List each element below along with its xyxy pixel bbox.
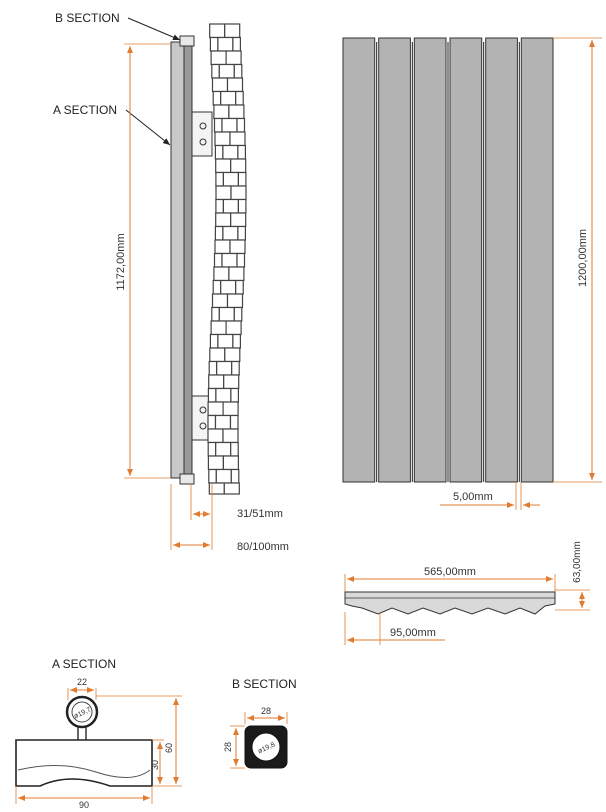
- brick: [216, 470, 231, 484]
- pipe-width-dimension: 22: [76, 677, 88, 687]
- brick: [237, 254, 245, 268]
- a-section-neck: [78, 727, 86, 740]
- brick: [238, 146, 246, 160]
- bottom-cap: [180, 474, 194, 484]
- column-width-dimension: 95,00mm: [390, 627, 436, 639]
- radiator-column: [450, 38, 482, 482]
- brick: [214, 105, 229, 119]
- a-section-pipe-diameter: ø19,7: [73, 706, 93, 721]
- brick: [208, 402, 223, 416]
- brick: [238, 200, 246, 214]
- side-height-dimension: 1172,00mm: [115, 233, 127, 291]
- brick: [236, 92, 244, 106]
- brick: [231, 416, 239, 430]
- brick: [231, 470, 239, 484]
- b-section-detail: [223, 677, 297, 768]
- brick: [222, 254, 237, 268]
- a-section-title: A SECTION: [52, 657, 117, 671]
- brick: [213, 78, 228, 92]
- radiator-column: [379, 38, 411, 482]
- b-width-dimension: 28: [260, 706, 272, 716]
- brick: [216, 173, 224, 187]
- brick: [232, 362, 240, 376]
- brick: [208, 456, 223, 470]
- brick: [208, 429, 223, 443]
- a-height-inner-dimension: 30: [150, 759, 160, 771]
- brick: [208, 416, 216, 430]
- b-section-callout-arrow: [128, 18, 180, 40]
- brick: [213, 281, 221, 295]
- brick: [231, 213, 246, 227]
- brick: [214, 267, 229, 281]
- brick: [216, 186, 231, 200]
- brick: [238, 227, 246, 241]
- brick: [233, 335, 241, 349]
- radiator-column: [343, 38, 375, 482]
- side-view: [53, 11, 289, 553]
- brick: [226, 321, 241, 335]
- radiator-column: [521, 38, 553, 482]
- brick: [210, 335, 218, 349]
- brick: [229, 105, 244, 119]
- brick: [209, 362, 217, 376]
- brick: [224, 483, 239, 494]
- brick: [216, 443, 231, 457]
- upper-wall-bracket: [192, 112, 212, 156]
- radiator-side-profile: [171, 42, 184, 478]
- brick: [223, 227, 238, 241]
- brick: [236, 281, 244, 295]
- brick: [223, 402, 238, 416]
- brick: [219, 308, 234, 322]
- brick: [222, 119, 237, 133]
- brick: [217, 362, 232, 376]
- a-section-callout-arrow: [126, 110, 170, 145]
- brick: [215, 132, 230, 146]
- brick: [215, 254, 223, 268]
- brick: [215, 240, 230, 254]
- brick-wall: [208, 24, 246, 494]
- wall-gap-dimension: 31/51mm: [237, 508, 283, 520]
- column-gap-dimension: 5,00mm: [453, 491, 493, 503]
- b-height-dimension: 28: [223, 741, 233, 753]
- brick: [210, 348, 225, 362]
- brick: [216, 200, 224, 214]
- plan-view: [345, 541, 590, 645]
- brick: [212, 308, 220, 322]
- brick: [234, 308, 242, 322]
- a-section-profile: [16, 740, 152, 786]
- brick: [213, 92, 221, 106]
- total-depth-dimension: 80/100mm: [237, 541, 289, 553]
- brick: [211, 321, 226, 335]
- brick: [219, 65, 234, 79]
- front-height-dimension: 1200,00mm: [577, 228, 589, 288]
- brick: [229, 267, 244, 281]
- a-section-callout-label: A SECTION: [53, 103, 118, 117]
- brick: [210, 24, 225, 38]
- brick: [216, 416, 231, 430]
- brick: [212, 65, 220, 79]
- brick: [233, 38, 241, 52]
- brick: [209, 375, 224, 389]
- brick: [225, 348, 240, 362]
- brick: [223, 456, 238, 470]
- brick: [230, 132, 245, 146]
- brick: [221, 281, 236, 295]
- brick: [218, 38, 233, 52]
- brick: [218, 335, 233, 349]
- brick: [223, 429, 238, 443]
- brick: [231, 159, 246, 173]
- front-columns: [343, 38, 553, 482]
- brick: [213, 294, 228, 308]
- brick: [215, 146, 223, 160]
- plan-depth-dimension: 63,00mm: [572, 541, 583, 583]
- brick: [209, 470, 217, 484]
- brick: [208, 443, 216, 457]
- brick: [225, 24, 240, 38]
- brick: [223, 146, 238, 160]
- brick: [228, 78, 243, 92]
- radiator-pipe-profile: [184, 40, 192, 480]
- brick: [223, 173, 238, 187]
- brick: [221, 92, 236, 106]
- brick: [231, 186, 246, 200]
- brick: [237, 119, 245, 133]
- brick: [216, 159, 231, 173]
- front-view: [343, 38, 602, 510]
- brick: [230, 240, 245, 254]
- b-section-title: B SECTION: [232, 677, 297, 691]
- radiator-column: [414, 38, 446, 482]
- brick: [231, 443, 239, 457]
- radiator-column: [486, 38, 518, 482]
- brick: [216, 389, 231, 403]
- brick: [211, 51, 226, 65]
- plan-width-dimension: 565,00mm: [424, 566, 476, 578]
- brick: [209, 483, 224, 494]
- brick: [226, 51, 241, 65]
- brick: [224, 375, 239, 389]
- brick: [238, 173, 246, 187]
- brick: [210, 38, 218, 52]
- b-section-diameter: ø19,8: [257, 741, 277, 756]
- a-height-outer-dimension: 60: [164, 742, 174, 754]
- a-width-dimension: 90: [78, 800, 90, 810]
- brick: [223, 200, 238, 214]
- top-cap: [180, 36, 194, 46]
- b-section-callout-label: B SECTION: [55, 11, 120, 25]
- brick: [208, 389, 216, 403]
- brick: [234, 65, 242, 79]
- brick: [215, 227, 223, 241]
- brick: [215, 119, 223, 133]
- brick: [228, 294, 243, 308]
- brick: [216, 213, 231, 227]
- a-section-detail: [16, 657, 182, 810]
- brick: [231, 389, 239, 403]
- plan-profile: [345, 592, 555, 614]
